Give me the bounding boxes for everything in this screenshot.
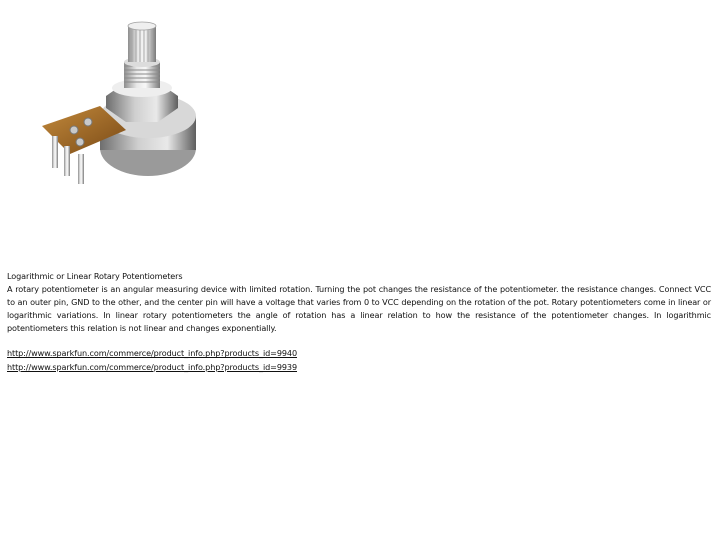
document-body: A rotary potentiometer is an angular measuring device with limited rotation. Turning the pot changes the resistance of the potentiometer. the resistance changes. Connect VCC to an outer pin, GND to the other, and the center pin will have a voltage that varies from 0 to VCC depending on the rotation of the pot. Rotary potentiometers come in linear or logarithmic variations. In linear rotary potentiometers the angle of rotation has a linear relation to how the resistance of the potentiometer changes. In logarithmic potentiometers this relation is not linear and changes exponentially. [7, 284, 711, 334]
document-text [7, 270, 711, 374]
product-link-9939[interactable]: http://www.sparkfun.com/commerce/product_info.php?products_id=9939 [7, 361, 298, 372]
paragraph-spacer [7, 335, 711, 347]
product-link-9940[interactable]: http://www.sparkfun.com/commerce/product_info.php?products_id=9940 [7, 348, 298, 359]
potentiometer-photo [30, 8, 210, 188]
document-title: Logarithmic or Linear Rotary Potentiometers [7, 271, 183, 281]
